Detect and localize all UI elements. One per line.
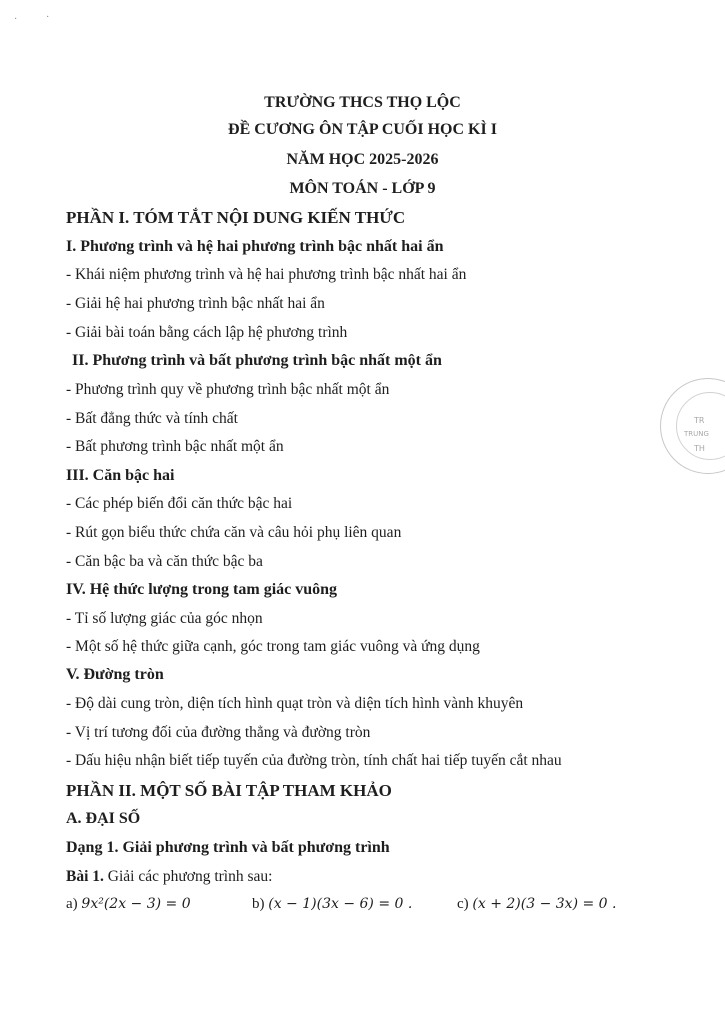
section-title: II. Phương trình và bất phương trình bậc nhất một ẩn bbox=[72, 352, 442, 369]
section-a-title: A. ĐẠI SỐ bbox=[66, 810, 141, 827]
list-item: - Giải bài toán bằng cách lập hệ phương trình bbox=[66, 324, 348, 341]
list-item: - Rút gọn biểu thức chứa căn và câu hỏi phụ liên quan bbox=[66, 524, 402, 541]
list-item: - Bất phương trình bậc nhất một ẩn bbox=[66, 438, 284, 455]
equation-c bbox=[457, 896, 616, 913]
exercise-text: Giải các phương trình sau: bbox=[103, 868, 273, 885]
exercise-heading bbox=[66, 868, 272, 886]
scan-mark: · bbox=[14, 14, 18, 25]
section-title: IV. Hệ thức lượng trong tam giác vuông bbox=[66, 581, 338, 598]
list-item: - Dấu hiệu nhận biết tiếp tuyến của đường tròn, tính chất hai tiếp tuyến cắt nhau bbox=[66, 752, 562, 769]
equation-b bbox=[252, 896, 412, 913]
part1-title: PHẦN I. TÓM TẮT NỘI DUNG KIẾN THỨC bbox=[66, 208, 406, 227]
list-item: - Độ dài cung tròn, diện tích hình quạt tròn và diện tích hình vành khuyên bbox=[66, 695, 524, 712]
list-item: - Phương trình quy về phương trình bậc nhất một ẩn bbox=[66, 381, 390, 398]
equation-row bbox=[66, 896, 666, 918]
section-title: I. Phương trình và hệ hai phương trình bậc nhất hai ẩn bbox=[66, 238, 444, 255]
list-item: - Khái niệm phương trình và hệ hai phương trình bậc nhất hai ẩn bbox=[66, 266, 467, 283]
section-title: III. Căn bậc hai bbox=[66, 467, 175, 484]
school-name: TRƯỜNG THCS THỌ LỘC bbox=[264, 94, 461, 111]
list-item: - Vị trí tương đối của đường thẳng và đường tròn bbox=[66, 724, 371, 741]
part2-title: PHẦN II. MỘT SỐ BÀI TẬP THAM KHẢO bbox=[66, 781, 392, 800]
equation-a bbox=[66, 896, 191, 913]
document-title: ĐỀ CƯƠNG ÔN TẬP CUỐI HỌC KÌ I bbox=[228, 121, 497, 138]
list-item: - Tỉ số lượng giác của góc nhọn bbox=[66, 610, 263, 627]
list-item: - Bất đẳng thức và tính chất bbox=[66, 410, 238, 427]
list-item: - Căn bậc ba và căn thức bậc ba bbox=[66, 553, 263, 570]
scan-mark: · bbox=[46, 12, 50, 23]
equation-expression: (x − 1)(3x − 6) = 0 . bbox=[268, 896, 413, 912]
list-item: - Các phép biến đổi căn thức bậc hai bbox=[66, 495, 293, 512]
equation-label: a) bbox=[66, 896, 78, 912]
school-year: NĂM HỌC 2025-2026 bbox=[286, 151, 439, 168]
section-title: V. Đường tròn bbox=[66, 666, 164, 683]
seal-text: TH bbox=[694, 444, 705, 453]
equation-label: b) bbox=[252, 896, 265, 912]
seal-text: TR bbox=[694, 416, 705, 425]
seal-text: TRUNG bbox=[684, 430, 709, 438]
exercise-label: Bài 1. bbox=[66, 868, 104, 885]
equation-label: c) bbox=[457, 896, 469, 912]
subject-title: MÔN TOÁN - LỚP 9 bbox=[289, 180, 436, 197]
list-item: - Một số hệ thức giữa cạnh, góc trong tam giác vuông và ứng dụng bbox=[66, 638, 480, 655]
equation-expression: (x + 2)(3 − 3x) = 0 . bbox=[472, 896, 617, 912]
equation-expression: 9x²(2x − 3) = 0 bbox=[81, 896, 191, 912]
list-item: - Giải hệ hai phương trình bậc nhất hai ẩn bbox=[66, 295, 325, 312]
form-title: Dạng 1. Giải phương trình và bất phương trình bbox=[66, 839, 390, 856]
